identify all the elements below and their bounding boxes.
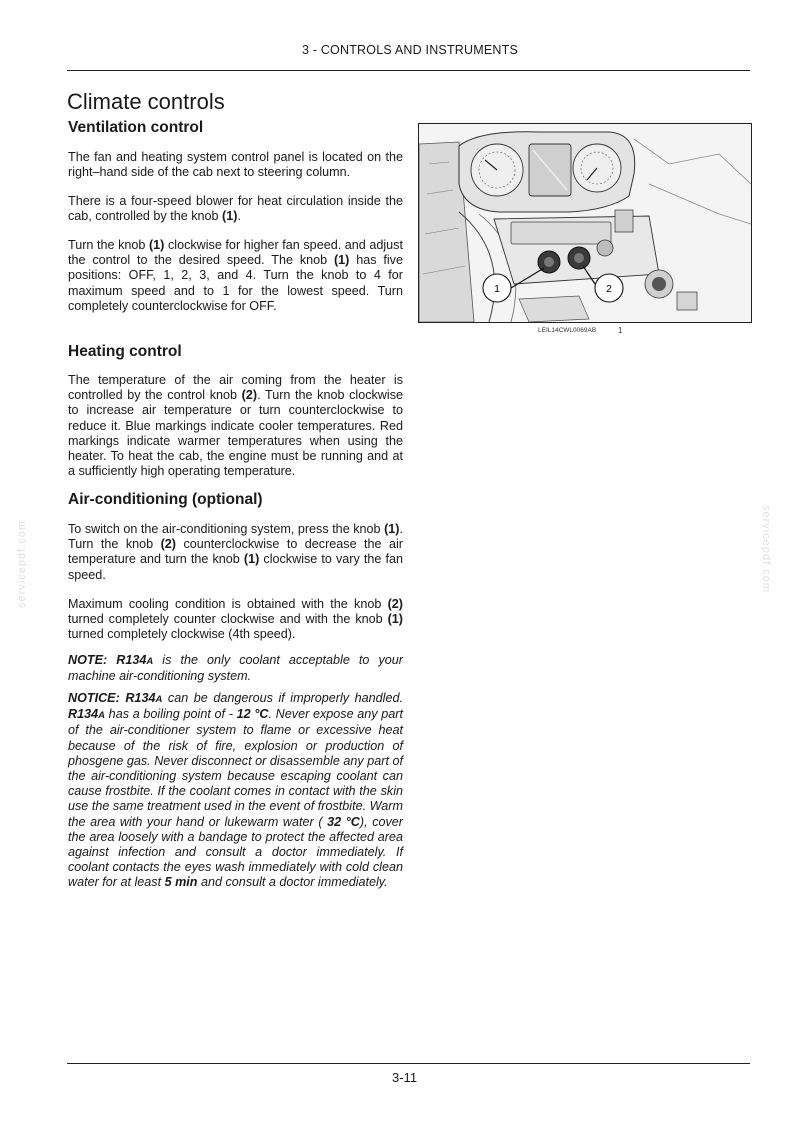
- text-run: clockwise for higher fan speed. and adjust the control to the desired speed. The knob: [68, 238, 403, 268]
- knob-ref: (2): [160, 537, 177, 552]
- knob-ref: (2): [241, 388, 258, 403]
- heating-heading: Heating control: [68, 343, 182, 360]
- text-run: counterclockwise to decrease the air temperature and turn the knob: [68, 537, 403, 567]
- text-run: has a boiling point of -: [104, 707, 237, 722]
- knob-ref: (1): [333, 253, 350, 268]
- boiling-point: 12 °C: [236, 707, 269, 722]
- knob-ref: (1): [222, 209, 238, 224]
- header-title: 3 - CONTROLS AND INSTRUMENTS: [301, 43, 519, 57]
- knob-ref: (1): [384, 522, 400, 536]
- text-run: The temperature of the air coming from the heater is controlled by the control knob: [68, 373, 403, 403]
- callout-1-label: 1: [494, 284, 500, 295]
- knob-ref: (1): [387, 612, 403, 627]
- aircon-paragraph-1: [68, 522, 403, 583]
- text-run: There is a four-speed blower for heat circulation inside the cab, controlled by the knob: [68, 194, 403, 224]
- text-run: has five positions: OFF, 1, 2, 3, and 4. Turn the knob to 4 for maximum speed and to 1 for the lowest speed. Turn completely counterclockwise for OFF.: [68, 253, 403, 313]
- ventilation-paragraph-1: The fan and heating system control panel is located on the right–hand side of the cab next to steering column.: [68, 150, 403, 180]
- page-number: 3-11: [392, 1070, 418, 1085]
- notice-label-suffix: A: [155, 694, 163, 705]
- callout-2-label: 2: [606, 284, 612, 295]
- water-temperature: 32 °C: [327, 814, 360, 829]
- knob-ref: (2): [387, 597, 403, 611]
- heating-paragraph: [68, 373, 403, 479]
- control-panel-figure: [418, 123, 752, 323]
- text-run: is the only coolant acceptable to your machine air-conditioning system.: [68, 653, 403, 684]
- watermark-left: servicepdf.com: [16, 520, 28, 608]
- text-run: Maximum cooling condition is obtained with the knob: [68, 597, 388, 611]
- ventilation-paragraph-3: [68, 238, 403, 314]
- header-rule: [67, 70, 750, 71]
- text-run: To switch on the air-conditioning system, press the knob: [68, 522, 385, 536]
- figure-number: 1: [618, 326, 623, 335]
- ventilation-heading: Ventilation control: [68, 119, 204, 136]
- refrigerant-name: R134: [68, 707, 99, 722]
- refrigerant-suffix: A: [98, 710, 105, 722]
- note-label: NOTE: R134: [68, 653, 147, 667]
- text-run: and consult a doctor immediately.: [197, 875, 388, 890]
- text-run: clockwise to vary the fan speed.: [68, 552, 403, 582]
- section-title: Climate controls: [67, 89, 225, 114]
- figure-caption: LEIL14CWL0069AB: [538, 327, 597, 334]
- aircon-paragraph-2: [68, 597, 403, 643]
- text-run: can be dangerous if improperly handled.: [162, 691, 403, 705]
- text-run: . Turn the knob: [68, 522, 403, 552]
- footer-rule: [67, 1063, 750, 1064]
- wash-duration: 5 min: [164, 875, 198, 890]
- aircon-heading: Air-conditioning (optional): [68, 491, 263, 508]
- watermark-right: servicepdf.com: [760, 505, 772, 593]
- cab-dashboard-illustration: [419, 124, 751, 322]
- text-run: ), cover the area loosely with a bandage to protect the affected area against infection and consult a doctor immediately. If coolant contacts the eyes wash immediately with cold clean water for at least: [68, 814, 403, 890]
- text-run: . Turn the knob clockwise to increase air temperature or turn counterclockwise to reduce it. Blue markings indicate cooler temperatures. Red markings indicate warmer temperatures when using the heater. To heat the cab, the engine must be running and at a sufficiently high operating temperature.: [68, 388, 403, 479]
- text-run: .: [237, 209, 241, 224]
- text-run: Turn the knob: [68, 238, 149, 252]
- notice-label: NOTICE: R134: [68, 691, 156, 705]
- ventilation-paragraph-2: [68, 194, 403, 224]
- text-run: turned completely counter clockwise and with the knob: [68, 612, 388, 627]
- knob-ref: (1): [243, 552, 260, 567]
- text-run: . Never expose any part of the air-conditioner system to flame or excessive heat because of the risk of fire, explosion or production of phosgene gas. Never disconnect or disassemble any part of the air-conditioning system because escaping coolant can cause frostbite. If the coolant comes in contact with the skin use the same treatment used in the event of frostbite. Warm the area with your hand or lukewarm water (: [68, 707, 403, 829]
- coolant-notice: [68, 691, 403, 891]
- coolant-note: [68, 653, 403, 684]
- knob-ref: (1): [148, 238, 165, 252]
- note-label-suffix: A: [146, 656, 154, 667]
- text-run: turned completely clockwise (4th speed).: [68, 627, 296, 642]
